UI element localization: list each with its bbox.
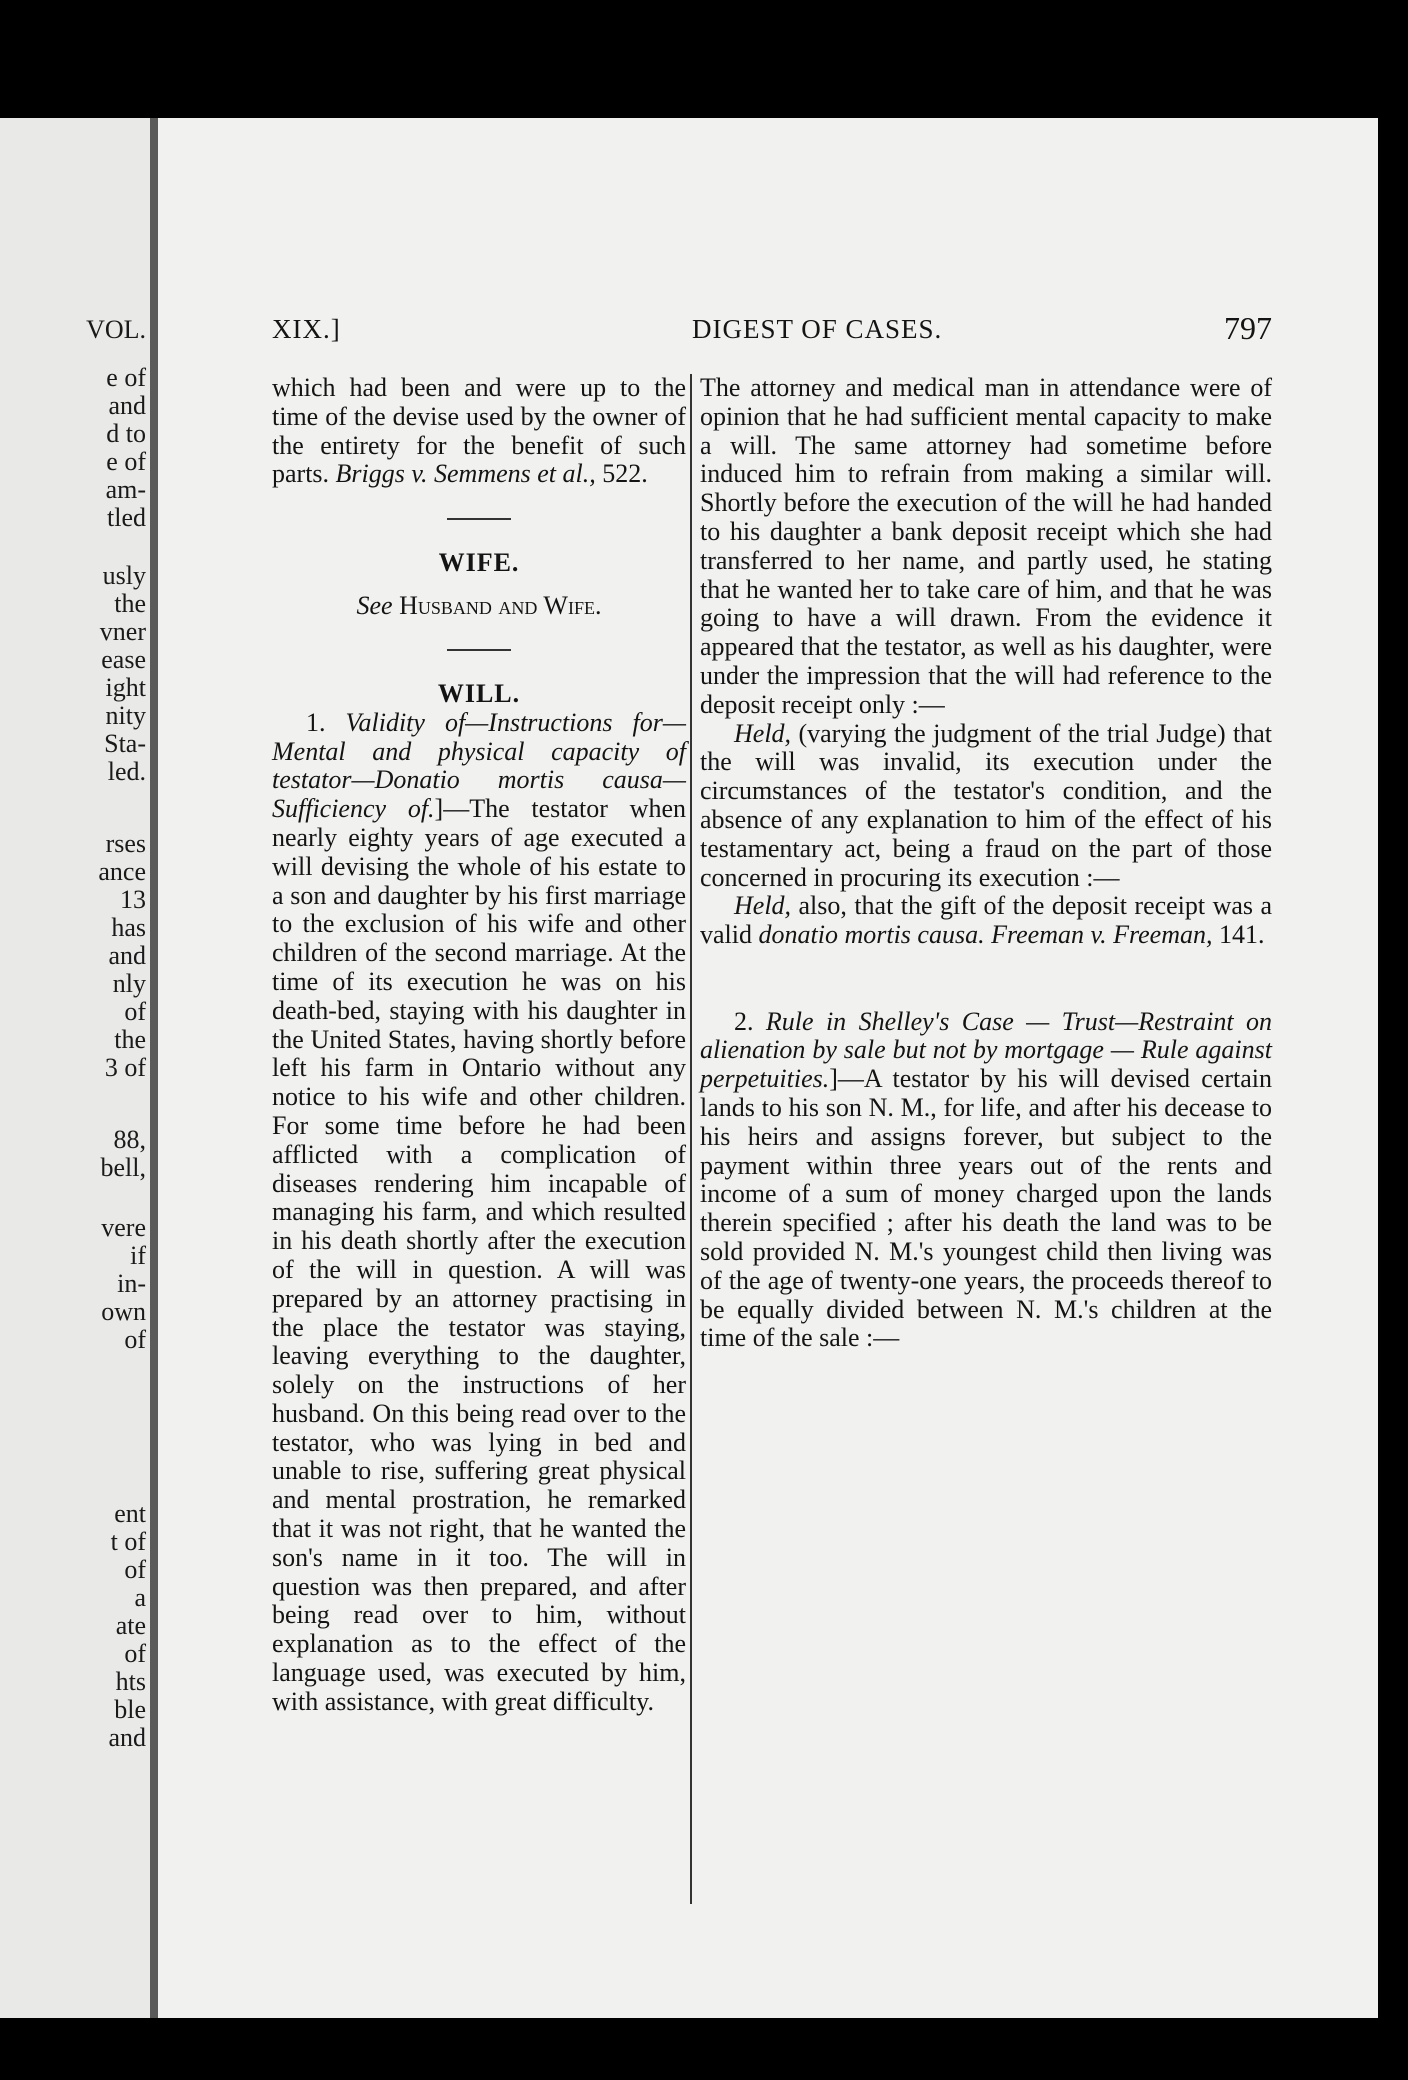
margin-fragment: vere [101,1213,146,1242]
margin-fragment: usly [102,561,146,590]
margin-fragment: of [124,997,146,1026]
item-text: ]—The testator when nearly eighty years of age executed a will devising the whole of his estate to a son and daughter by his first marriage to the exclusion of his wife and other children of the second marriage. At the time of its execution he was on his death-bed, staying with his daughter in the United States, having shortly before left his farm in Ontario without any notice to his wife and other children. For some time before he had been afflicted with a complication of diseases rendering him incapable of managing his farm, and which resulted in his death shortly after the execution of the will in question. A will was prepared by an attorney practising in the place the testator was staying, leaving everything to the daughter, solely on the instructions of her husband. On this being read over to the testator, who was lying in bed and unable to rise, suffering great physical and mental prostration, he remarked that it was not right, that he wanted the son's name in it too. The will in question was then prepared, and after being read over to him, without explanation as to the effect of the language used, was executed by him, with assistance, with great difficulty. [272,794,686,1716]
item-headnote: Validity of—Instructions for—Mental and physical capacity of testator—Donatio mortis causa—Sufficiency of. [272,707,686,824]
item-text: ]—A testator by his will devised certain lands to his son N. M., for life, and after his decease to his heirs and assigns forever, but subject to the payment within three years out of the rents and income of a sum of money charged upon the lands therein specified ; after his death the land was to be sold provided N. M.'s youngest child then living was of the age of twenty-one years, the proceeds thereof to be equally divided between N. M.'s children at the time of the sale :— [700,1064,1272,1353]
volume-marker: XIX.] [272,314,341,344]
case-citation: Briggs v. Semmens et al., [335,459,596,489]
will-heading: WILL. [437,678,521,708]
page-number: 797 [1224,310,1272,346]
margin-fragment: d to [106,419,146,448]
citation-page: 522. [602,459,648,489]
margin-fragment: vner [99,617,146,646]
margin-fragment: rses [105,829,146,858]
margin-fragment: ease [101,645,146,674]
book-page [158,118,1378,2018]
margin-fragment: 3 of [104,1053,146,1082]
item-headnote: Rule in Shelley's Case — Trust—Restraint on alienation by sale but not by mortgage — Rule against perpetuities. [700,1006,1272,1094]
wife-cross-reference: See Husband and Wife. [356,590,602,620]
margin-fragment: nity [105,701,146,730]
margin-fragment: of [124,1325,146,1354]
margin-fragment: led. [107,757,146,786]
margin-fragment: of [124,1555,146,1584]
will-item-2 [700,1008,1272,1354]
margin-fragment: ent [114,1499,146,1528]
adjacent-page-strip [0,118,150,2018]
right-column [700,374,1272,1353]
margin-fragment: if [130,1241,146,1270]
column-rule [690,374,692,1904]
will-item-1 [272,709,686,1717]
citation-page: 141. [1218,920,1265,950]
wife-heading: WIFE. [438,547,520,577]
margin-fragment: t of [110,1527,146,1556]
margin-fragment: a [134,1583,146,1612]
margin-fragment: own [101,1297,146,1326]
margin-fragment: and [108,391,146,420]
margin-fragment: and [108,1723,146,1752]
margin-fragment: ate [115,1611,146,1640]
continuation-paragraph: which had been and were up to the time of the devise used by the owner of the entirety for the benefit of such parts. Briggs v. Semmens et al., 522. [272,373,686,489]
margin-fragment: Sta- [104,729,146,758]
margin-fragment: e of [106,363,146,392]
margin-fragment: hts [115,1667,146,1696]
margin-fragment: has [111,913,146,942]
running-title: DIGEST OF CASES. [692,314,943,344]
margin-fragment: ight [105,673,146,702]
margin-fragment: e of [106,447,146,476]
margin-fragment: nly [112,969,146,998]
margin-fragment: ble [114,1695,146,1724]
item-1-continuation: The attorney and medical man in attendance were of opinion that he had sufficient mental capacity to make a will. The same attorney had sometime before induced him to refrain from making a similar will. Shortly before the execution of the will he had handed to his daughter a bank deposit receipt which she had transferred to her name, and partly used, he stating that he wanted her to take care of him, and that he was going to have a will drawn. From the evidence it appeared that the testator, as well as his daughter, were under the impression that the will had reference to the deposit receipt only :— [700,373,1272,719]
margin-fragment: 88, [113,1125,146,1154]
case-citation: Freeman v. Freeman, [991,920,1213,950]
item-number: 1. [306,707,326,737]
margin-fragment: bell, [100,1153,146,1182]
margin-fragment: in- [117,1269,146,1298]
margin-fragment: the [114,1025,146,1054]
held-paragraph-2: Held, also, that the gift of the deposit receipt was a valid donatio mortis causa. Freeman v. Freeman, 141. [700,891,1273,950]
margin-fragment: and [108,941,146,970]
margin-fragment: ance [98,857,146,886]
book-gutter [150,118,158,2018]
margin-fragment: tled [107,503,146,532]
margin-fragment: am- [105,475,146,504]
margin-fragment: VOL. [86,315,146,344]
margin-fragment: the [114,589,146,618]
margin-fragment: 13 [120,885,146,914]
page-header [272,310,1272,354]
held-paragraph-1: Held, (varying the judgment of the trial Judge) that the will was invalid, its execution under the circumstances of the testator's condition, and the absence of any explanation to him of the effect of his testamentary act, being a fraud on the part of those concerned in procuring its execution :— [700,718,1273,892]
margin-fragment: of [124,1639,146,1668]
left-column [272,374,686,1717]
item-number: 2. [734,1006,754,1036]
